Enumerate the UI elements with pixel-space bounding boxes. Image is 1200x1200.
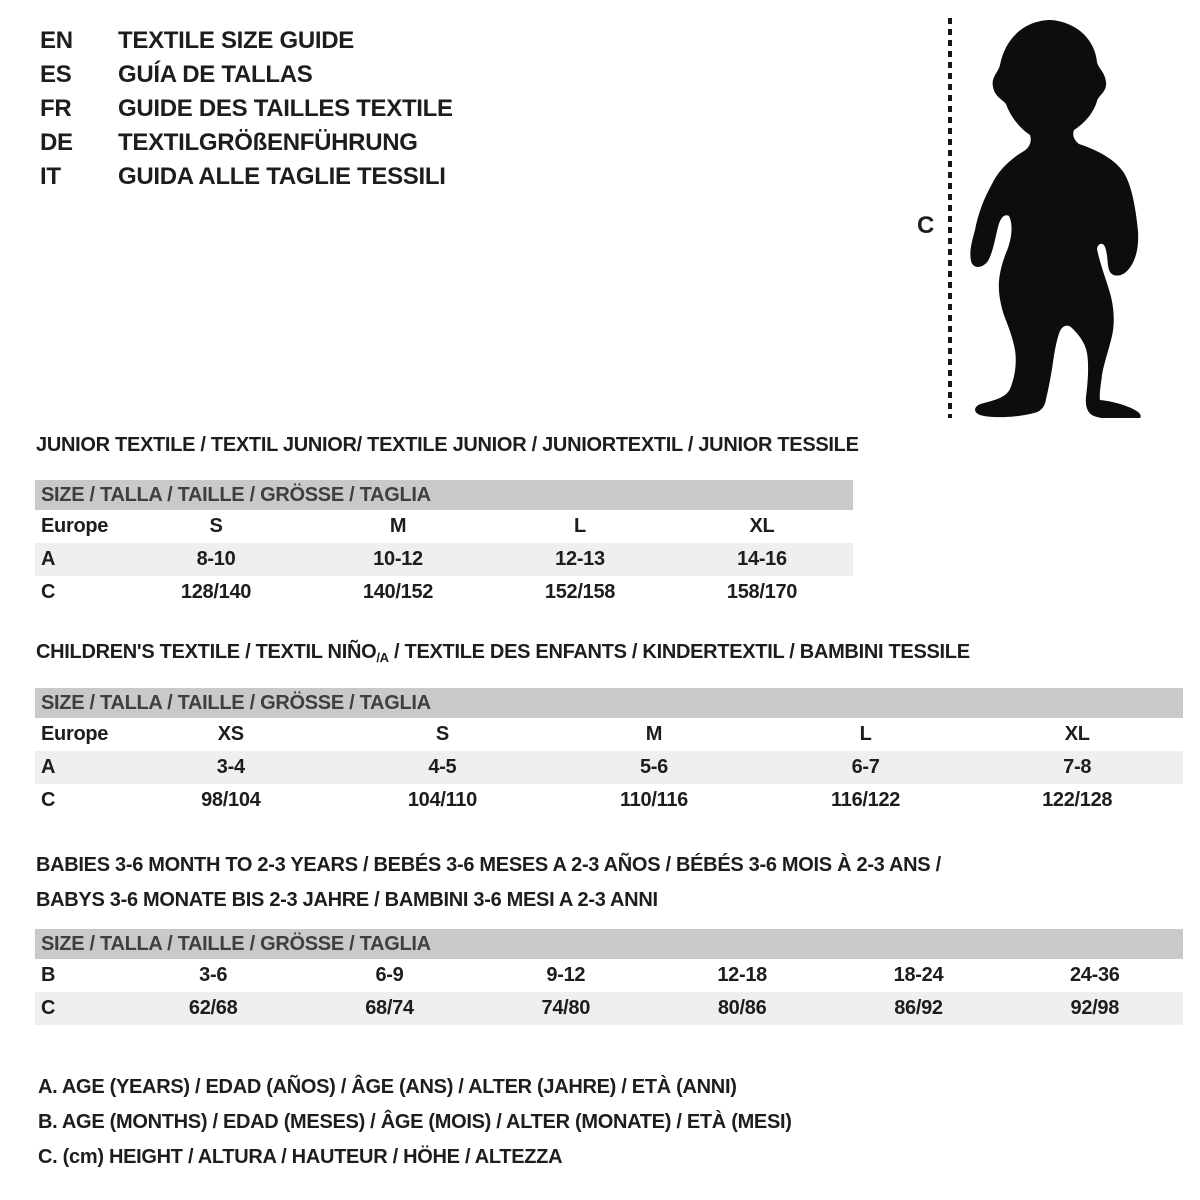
height-cell: 140/152 xyxy=(362,581,434,603)
height-cell: 68/74 xyxy=(365,997,414,1019)
size-header-bar xyxy=(35,929,1183,959)
age-cell: 12-13 xyxy=(555,548,605,570)
height-cell: 158/170 xyxy=(726,581,798,603)
legend-line-age-months: B. AGE (MONTHS) / EDAD (MESES) / ÂGE (MOIS) / ALTER (MONATE) / ETÀ (MESI) xyxy=(38,1111,792,1133)
height-cell: 110/116 xyxy=(619,789,688,811)
language-code: IT xyxy=(40,163,61,190)
height-cell: 98/104 xyxy=(201,789,261,811)
table-row-height xyxy=(35,576,853,609)
size-header-label: SIZE / TALLA / TAILLE / GRÖSSE / TAGLIA xyxy=(41,692,431,714)
age-cell: 9-12 xyxy=(546,964,586,986)
row-label: A xyxy=(41,756,56,778)
age-cell: 6-7 xyxy=(851,756,880,778)
row-label: Europe xyxy=(41,723,109,745)
children-size-table xyxy=(35,688,1183,817)
size-cell: L xyxy=(859,723,872,745)
table-row-height xyxy=(35,992,1183,1025)
age-cell: 3-6 xyxy=(199,964,228,986)
age-cell: 8-10 xyxy=(196,548,236,570)
table-row-europe xyxy=(35,510,853,543)
age-cell: 6-9 xyxy=(375,964,404,986)
height-cell: 152/158 xyxy=(544,581,616,603)
table-row-age-years xyxy=(35,543,853,576)
babies-title-line1: BABIES 3-6 MONTH TO 2-3 YEARS / BEBÉS 3-6 MESES A 2-3 AÑOS / BÉBÉS 3-6 MOIS À 2-3 ANS / xyxy=(36,854,941,876)
language-title: TEXTILGRÖßENFÜHRUNG xyxy=(118,129,418,156)
language-code: EN xyxy=(40,27,73,54)
junior-size-table xyxy=(35,480,853,609)
age-cell: 24-36 xyxy=(1069,964,1120,986)
age-cell: 10-12 xyxy=(373,548,423,570)
language-title-list xyxy=(40,24,453,194)
height-cell: 122/128 xyxy=(1042,789,1113,811)
age-cell: 4-5 xyxy=(428,756,457,778)
age-cell: 5-6 xyxy=(639,756,668,778)
children-title-prefix: CHILDREN'S TEXTILE / TEXTIL NIÑO xyxy=(36,641,377,663)
size-header-label: SIZE / TALLA / TAILLE / GRÖSSE / TAGLIA xyxy=(41,933,431,955)
age-cell: 14-16 xyxy=(737,548,787,570)
height-cell: 80/86 xyxy=(717,997,767,1019)
size-cell: S xyxy=(209,515,223,537)
size-cell: M xyxy=(389,515,407,537)
size-cell: M xyxy=(645,723,663,745)
language-code: ES xyxy=(40,61,72,88)
language-code: DE xyxy=(40,129,73,156)
height-cell: 92/98 xyxy=(1070,997,1120,1019)
age-cell: 7-8 xyxy=(1063,756,1092,778)
size-header-bar xyxy=(35,688,1183,718)
age-cell: 18-24 xyxy=(893,964,944,986)
height-cell: 74/80 xyxy=(541,997,591,1019)
language-title: GUIDA ALLE TAGLIE TESSILI xyxy=(118,163,446,190)
row-label: C xyxy=(41,581,56,603)
language-title: TEXTILE SIZE GUIDE xyxy=(118,27,354,54)
height-cell: 128/140 xyxy=(180,581,252,603)
language-title: GUIDE DES TAILLES TEXTILE xyxy=(118,95,453,122)
age-cell: 12-18 xyxy=(717,964,767,986)
height-cell: 86/92 xyxy=(894,997,943,1019)
size-header-bar xyxy=(35,480,853,510)
language-title: GUÍA DE TALLAS xyxy=(118,61,313,88)
size-header-label: SIZE / TALLA / TAILLE / GRÖSSE / TAGLIA xyxy=(41,484,431,506)
table-row-europe xyxy=(35,718,1183,751)
junior-section-title: JUNIOR TEXTILE / TEXTIL JUNIOR/ TEXTILE JUNIOR / JUNIORTEXTIL / JUNIOR TESSILE xyxy=(36,434,859,456)
children-title-suffix: / TEXTILE DES ENFANTS / KINDERTEXTIL / BAMBINI TESSILE xyxy=(388,641,970,663)
height-measure-label: C xyxy=(917,212,935,239)
table-row-height xyxy=(35,784,1183,817)
row-label: Europe xyxy=(41,515,109,537)
table-row-age-years xyxy=(35,751,1183,784)
table-row-age-months xyxy=(35,959,1183,992)
babies-size-table xyxy=(35,929,1183,1025)
size-cell: XS xyxy=(217,723,244,745)
age-cell: 3-4 xyxy=(216,756,245,778)
children-title-subscript: /A xyxy=(376,650,389,665)
toddler-silhouette-icon xyxy=(965,18,1185,418)
children-section-title xyxy=(36,641,970,665)
size-cell: XL xyxy=(1064,723,1090,745)
babies-section-title xyxy=(36,848,941,918)
height-measure-dashed-line xyxy=(948,18,952,418)
legend-line-age-years: A. AGE (YEARS) / EDAD (AÑOS) / ÂGE (ANS) / ALTER (JAHRE) / ETÀ (ANNI) xyxy=(38,1076,737,1098)
height-cell: 116/122 xyxy=(831,789,901,811)
row-label: B xyxy=(41,964,56,986)
row-label: C xyxy=(41,789,56,811)
language-code: FR xyxy=(40,95,72,122)
size-cell: L xyxy=(574,515,586,537)
height-figure xyxy=(915,16,1195,426)
legend-line-height: C. (cm) HEIGHT / ALTURA / HAUTEUR / HÖHE / ALTEZZA xyxy=(38,1146,563,1168)
row-label: A xyxy=(41,548,56,570)
size-cell: XL xyxy=(749,515,775,537)
legend xyxy=(38,1070,792,1175)
row-label: C xyxy=(41,997,56,1019)
size-cell: S xyxy=(435,723,449,745)
height-cell: 104/110 xyxy=(407,789,477,811)
height-cell: 62/68 xyxy=(188,997,238,1019)
babies-title-line2: BABYS 3-6 MONATE BIS 2-3 JAHRE / BAMBINI 3-6 MESI A 2-3 ANNI xyxy=(36,889,658,911)
